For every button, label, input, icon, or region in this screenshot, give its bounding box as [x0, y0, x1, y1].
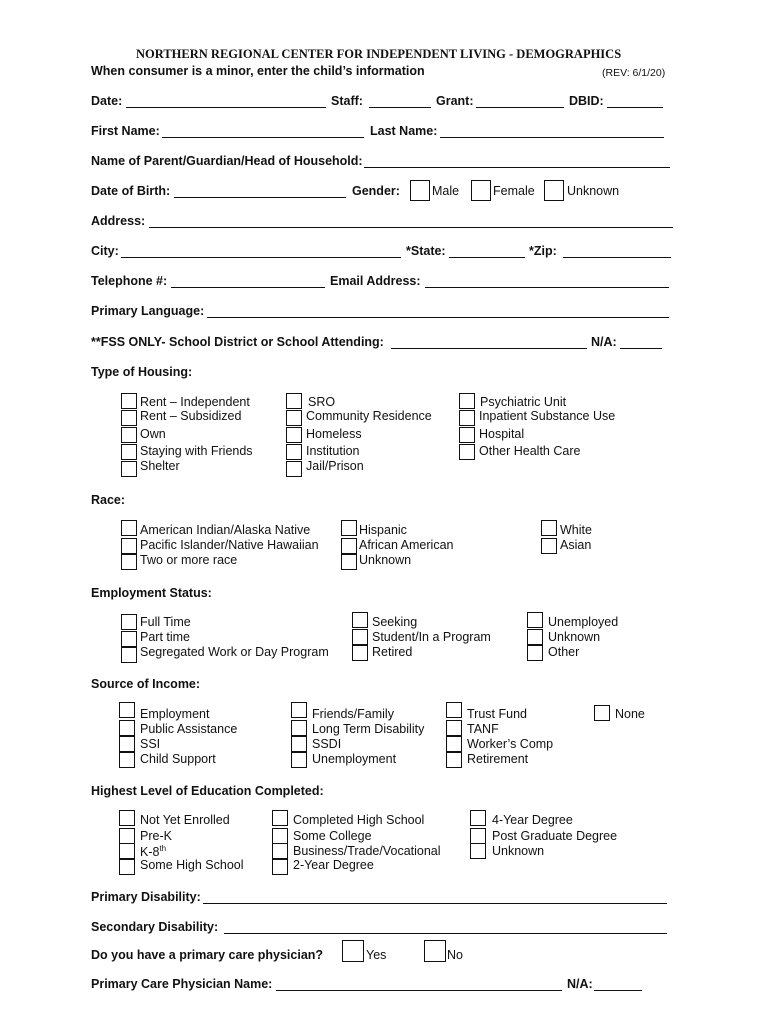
- housing-rent-subsidized-checkbox[interactable]: [121, 410, 137, 426]
- income-label: Source of Income:: [91, 677, 201, 691]
- education-option: Pre-K: [140, 829, 172, 843]
- city-field[interactable]: [121, 257, 401, 258]
- employment-full-time-checkbox[interactable]: [121, 614, 137, 630]
- email-label: Email Address:: [330, 274, 421, 288]
- housing-homeless-checkbox[interactable]: [286, 427, 302, 443]
- fss-school-label: **FSS ONLY- School District or School Attending:: [91, 335, 384, 349]
- zip-field[interactable]: [563, 257, 671, 258]
- income-workers-comp-checkbox[interactable]: [446, 736, 462, 752]
- housing-option: Institution: [306, 444, 360, 458]
- education-pre-k-checkbox[interactable]: [119, 828, 135, 844]
- pcp-question-label: Do you have a primary care physician?: [91, 948, 324, 962]
- housing-staying-friends-checkbox[interactable]: [121, 444, 137, 460]
- housing-inpatient-checkbox[interactable]: [459, 410, 475, 426]
- date-field[interactable]: [126, 107, 326, 108]
- pcp-na-field[interactable]: [594, 990, 642, 991]
- parent-field[interactable]: [364, 167, 670, 168]
- telephone-label: Telephone #:: [91, 274, 168, 288]
- education-option: Some High School: [140, 858, 244, 872]
- pcp-name-field[interactable]: [276, 990, 562, 991]
- employment-option: Seeking: [372, 615, 418, 629]
- housing-option: Shelter: [140, 459, 180, 473]
- income-trust-fund-checkbox[interactable]: [446, 702, 462, 718]
- education-completed-hs-checkbox[interactable]: [272, 810, 288, 826]
- employment-option: Segregated Work or Day Program: [140, 645, 329, 659]
- employment-option: Part time: [140, 630, 191, 644]
- gender-unknown-label: Unknown: [567, 184, 620, 198]
- form-title: NORTHERN REGIONAL CENTER FOR INDEPENDENT LIVING - DEMOGRAPHICS: [136, 47, 622, 61]
- education-option: Unknown: [492, 844, 545, 858]
- race-two-or-more-checkbox[interactable]: [121, 554, 137, 570]
- income-retirement-checkbox[interactable]: [446, 752, 462, 768]
- education-some-hs-checkbox[interactable]: [119, 859, 135, 875]
- education-not-enrolled-checkbox[interactable]: [119, 810, 135, 826]
- education-some-college-checkbox[interactable]: [272, 828, 288, 844]
- income-option: Unemployment: [312, 752, 397, 766]
- pcp-name-label: Primary Care Physician Name:: [91, 977, 273, 991]
- income-child-support-checkbox[interactable]: [119, 752, 135, 768]
- employment-unknown-checkbox[interactable]: [527, 629, 543, 645]
- race-american-indian-checkbox[interactable]: [121, 520, 137, 536]
- income-option: Employment: [140, 707, 210, 721]
- form-subtitle: When consumer is a minor, enter the child’s information: [91, 64, 425, 78]
- housing-option: Rent – Independent: [140, 395, 250, 409]
- income-option: Worker’s Comp: [467, 737, 554, 751]
- employment-option: Retired: [372, 645, 413, 659]
- city-label: City:: [91, 244, 119, 258]
- housing-option: Staying with Friends: [140, 444, 253, 458]
- education-option: Some College: [293, 829, 372, 843]
- dbid-label: DBID:: [569, 94, 604, 108]
- race-white-checkbox[interactable]: [541, 520, 557, 536]
- revision-label: (REV: 6/1/20): [602, 67, 666, 79]
- income-option: SSI: [140, 737, 161, 751]
- income-unemployment-checkbox[interactable]: [291, 752, 307, 768]
- zip-label: *Zip:: [529, 244, 557, 258]
- income-ssi-checkbox[interactable]: [119, 736, 135, 752]
- employment-student-checkbox[interactable]: [352, 629, 368, 645]
- primary-language-label: Primary Language:: [91, 304, 205, 318]
- gender-unknown-checkbox[interactable]: [544, 180, 564, 201]
- housing-shelter-checkbox[interactable]: [121, 461, 137, 477]
- education-business-trade-checkbox[interactable]: [272, 843, 288, 859]
- fss-na-label: N/A:: [591, 335, 617, 349]
- income-option: Friends/Family: [312, 707, 394, 721]
- housing-option: Hospital: [479, 427, 525, 441]
- staff-field[interactable]: [369, 107, 431, 108]
- race-option: American Indian/Alaska Native: [140, 523, 311, 537]
- employment-option: Full Time: [140, 615, 191, 629]
- first-name-label: First Name:: [91, 124, 160, 138]
- employment-option: Other: [548, 645, 580, 659]
- state-label: *State:: [406, 244, 446, 258]
- education-k8-checkbox[interactable]: [119, 843, 135, 859]
- housing-option: Homeless: [306, 427, 362, 441]
- education-label: Highest Level of Education Completed:: [91, 784, 324, 798]
- housing-label: Type of Housing:: [91, 365, 193, 379]
- income-tanf-checkbox[interactable]: [446, 720, 462, 736]
- employment-option: Unemployed: [548, 615, 619, 629]
- last-name-label: Last Name:: [370, 124, 438, 138]
- income-option: Retirement: [467, 752, 529, 766]
- education-2yr-checkbox[interactable]: [272, 859, 288, 875]
- employment-retired-checkbox[interactable]: [352, 645, 368, 661]
- fss-school-field[interactable]: [391, 348, 587, 349]
- education-4yr-checkbox[interactable]: [470, 810, 486, 826]
- housing-institution-checkbox[interactable]: [286, 444, 302, 460]
- income-none-checkbox[interactable]: [594, 705, 610, 721]
- housing-community-residence-checkbox[interactable]: [286, 410, 302, 426]
- housing-option: Inpatient Substance Use: [479, 409, 616, 423]
- address-field[interactable]: [149, 227, 673, 228]
- primary-language-field[interactable]: [207, 317, 669, 318]
- housing-own-checkbox[interactable]: [121, 427, 137, 443]
- race-unknown-checkbox[interactable]: [341, 554, 357, 570]
- primary-disability-label: Primary Disability:: [91, 890, 201, 904]
- housing-other-health-checkbox[interactable]: [459, 444, 475, 460]
- race-option: African American: [359, 538, 454, 552]
- race-option: Asian: [560, 538, 592, 552]
- education-option: 2-Year Degree: [293, 858, 374, 872]
- employment-seeking-checkbox[interactable]: [352, 612, 368, 628]
- housing-sro-checkbox[interactable]: [286, 393, 302, 409]
- address-label: Address:: [91, 214, 146, 228]
- staff-label: Staff:: [331, 94, 363, 108]
- state-field[interactable]: [449, 257, 525, 258]
- income-ltd-checkbox[interactable]: [291, 720, 307, 736]
- race-african-american-checkbox[interactable]: [341, 538, 357, 554]
- employment-segregated-checkbox[interactable]: [121, 647, 137, 663]
- education-option: Not Yet Enrolled: [140, 813, 230, 827]
- gender-female-label: Female: [493, 184, 535, 198]
- education-option-k8: [140, 844, 166, 859]
- race-option: Two or more race: [140, 553, 238, 567]
- employment-option: Unknown: [548, 630, 601, 644]
- pcp-no-label: No: [447, 948, 463, 962]
- education-option: 4-Year Degree: [492, 813, 573, 827]
- employment-unemployed-checkbox[interactable]: [527, 612, 543, 628]
- housing-rent-independent-checkbox[interactable]: [121, 393, 137, 409]
- housing-jail-checkbox[interactable]: [286, 461, 302, 477]
- race-pacific-islander-checkbox[interactable]: [121, 538, 137, 554]
- race-asian-checkbox[interactable]: [541, 538, 557, 554]
- secondary-disability-label: Secondary Disability:: [91, 920, 219, 934]
- education-option: Post Graduate Degree: [492, 829, 618, 843]
- dob-field[interactable]: [174, 197, 346, 198]
- employment-part-time-checkbox[interactable]: [121, 631, 137, 647]
- race-option: Pacific Islander/Native Hawaiian: [140, 538, 319, 552]
- secondary-disability-field[interactable]: [224, 933, 667, 934]
- date-label: Date:: [91, 94, 123, 108]
- telephone-field[interactable]: [171, 287, 325, 288]
- pcp-yes-checkbox[interactable]: [342, 940, 364, 962]
- income-public-assistance-checkbox[interactable]: [119, 720, 135, 736]
- employment-other-checkbox[interactable]: [527, 645, 543, 661]
- income-option: None: [615, 707, 645, 721]
- employment-option: Student/In a Program: [372, 630, 491, 644]
- income-option: Trust Fund: [467, 707, 527, 721]
- housing-hospital-checkbox[interactable]: [459, 427, 475, 443]
- income-option: SSDI: [312, 737, 342, 751]
- income-ssdi-checkbox[interactable]: [291, 736, 307, 752]
- education-option: Business/Trade/Vocational: [293, 844, 441, 858]
- primary-disability-field[interactable]: [203, 903, 667, 904]
- race-option: White: [560, 523, 592, 537]
- housing-option: Other Health Care: [479, 444, 581, 458]
- housing-option: Rent – Subsidized: [140, 409, 242, 423]
- gender-male-checkbox[interactable]: [410, 180, 430, 201]
- gender-label: Gender:: [352, 184, 400, 198]
- grant-field[interactable]: [476, 107, 564, 108]
- housing-option: SRO: [308, 395, 336, 409]
- race-hispanic-checkbox[interactable]: [341, 520, 357, 536]
- pcp-no-checkbox[interactable]: [424, 940, 446, 962]
- first-name-field[interactable]: [162, 137, 364, 138]
- income-option: TANF: [467, 722, 499, 736]
- dob-label: Date of Birth:: [91, 184, 171, 198]
- grant-label: Grant:: [436, 94, 474, 108]
- pcp-na-label: N/A:: [567, 977, 593, 991]
- education-unknown-checkbox[interactable]: [470, 843, 486, 859]
- income-option: Long Term Disability: [312, 722, 425, 736]
- dbid-field[interactable]: [607, 107, 663, 108]
- housing-option: Jail/Prison: [306, 459, 364, 473]
- education-post-grad-checkbox[interactable]: [470, 828, 486, 844]
- fss-na-field[interactable]: [620, 348, 662, 349]
- parent-label: Name of Parent/Guardian/Head of Household:: [91, 154, 363, 168]
- education-k8-sup: th: [159, 844, 167, 853]
- income-option: Child Support: [140, 752, 216, 766]
- income-employment-checkbox[interactable]: [119, 702, 135, 718]
- housing-option: Community Residence: [306, 409, 432, 423]
- gender-female-checkbox[interactable]: [471, 180, 491, 201]
- education-k8-text: K-8: [140, 845, 160, 860]
- gender-male-label: Male: [432, 184, 460, 198]
- income-option: Public Assistance: [140, 722, 238, 736]
- race-label: Race:: [91, 493, 126, 507]
- race-option: Unknown: [359, 553, 412, 567]
- education-option: Completed High School: [293, 813, 425, 827]
- income-friends-family-checkbox[interactable]: [291, 702, 307, 718]
- housing-option: Psychiatric Unit: [480, 395, 567, 409]
- housing-option: Own: [140, 427, 166, 441]
- housing-psychiatric-checkbox[interactable]: [459, 393, 475, 409]
- email-field[interactable]: [425, 287, 669, 288]
- race-option: Hispanic: [359, 523, 407, 537]
- employment-label: Employment Status:: [91, 586, 212, 600]
- last-name-field[interactable]: [440, 137, 664, 138]
- pcp-yes-label: Yes: [366, 948, 387, 962]
